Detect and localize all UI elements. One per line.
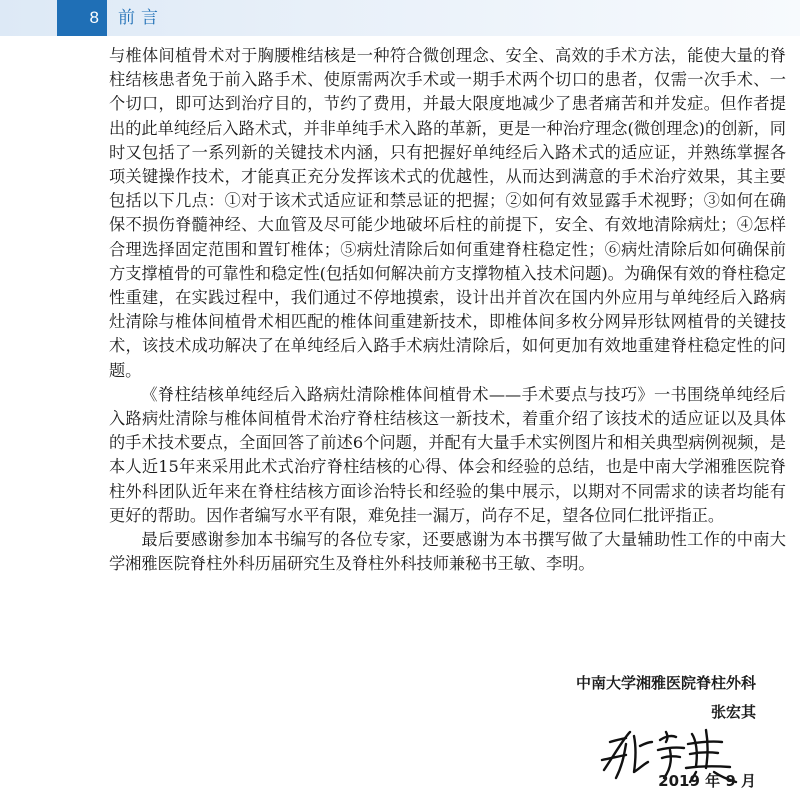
main-text <box>109 44 786 576</box>
paragraph-2: 《脊柱结核单纯经后入路病灶清除椎体间植骨术——手术要点与技巧》一书围绕单纯经后入路病灶清除与椎体间植骨术治疗脊柱结核这一新技术，着重介绍了该技术的适应证以及具体的手术技术要点，全面回答了前述6个问题，并配有大量手术实例图片和相关典型病例视频，是本人近15年来采用此术式治疗脊柱结核的心得、体会和经验的总结，也是中南大学湘雅医院脊柱外科团队近年来在脊柱结核方面诊治特长和经验的集中展示，以期对不同需求的读者均能有更好的帮助。因作者编写水平有限，难免挂一漏万，尚存不足，望各位同仁批评指正。 <box>109 384 786 525</box>
author-organization: 中南大学湘雅医院脊柱外科 <box>575 674 756 692</box>
section-title: 前言 <box>118 8 164 28</box>
page-header <box>0 0 800 36</box>
author-name: 张宏其 <box>710 703 756 721</box>
page-number: 8 <box>57 0 107 36</box>
paragraph-3: 最后要感谢参加本书编写的各位专家，还要感谢为本书撰写做了大量辅助性工作的中南大学湘雅医院脊柱外科历届研究生及脊柱外科技师兼秘书王敏、李明。 <box>109 530 786 574</box>
date: 2019 年 9 月 <box>658 772 756 790</box>
paragraph-1: 与椎体间植骨术对于胸腰椎结核是一种符合微创理念、安全、高效的手术方法，能使大量的脊柱结核患者免于前入路手术、使原需两次手术或一期手术两个切口的患者，仅需一次手术、一个切口，即可达到治疗目的，节约了费用，并最大限度地减少了患者痛苦和并发症。但作者提出的此单纯经后入路术式，并非单纯手术入路的革新，更是一种治疗理念(微创理念)的创新，同时又包括了一系列新的关键技术内涵，只有把握好单纯经后入路术式的适应证，并熟练掌握各项关键操作技术，才能真正充分发挥该术式的优越性，从而达到满意的手术治疗效果，其主要包括以下几点：①对于该术式适应证和禁忌证的把握；②如何有效显露手术视野；③如何在确保不损伤脊髓神经、大血管及尽可能少地破坏后柱的前提下，安全、有效地清除病灶；④怎样合理选择固定范围和置钉椎体；⑤病灶清除后如何重建脊柱稳定性；⑥病灶清除后如何确保前方支撑植骨的可靠性和稳定性(包括如何解决前方支撑物植入技术问题)。为确保有效的脊柱稳定性重建，在实践过程中，我们通过不停地摸索，设计出并首次在国内外应用与单纯经后入路病灶清除与椎体间植骨术相匹配的椎体间重建新技术，即椎体间多枚分网异形钛网植骨的关键技术，该技术成功解决了在单纯经后入路手术病灶清除后，如何更加有效地重建脊柱稳定性的问题。 <box>109 46 786 380</box>
